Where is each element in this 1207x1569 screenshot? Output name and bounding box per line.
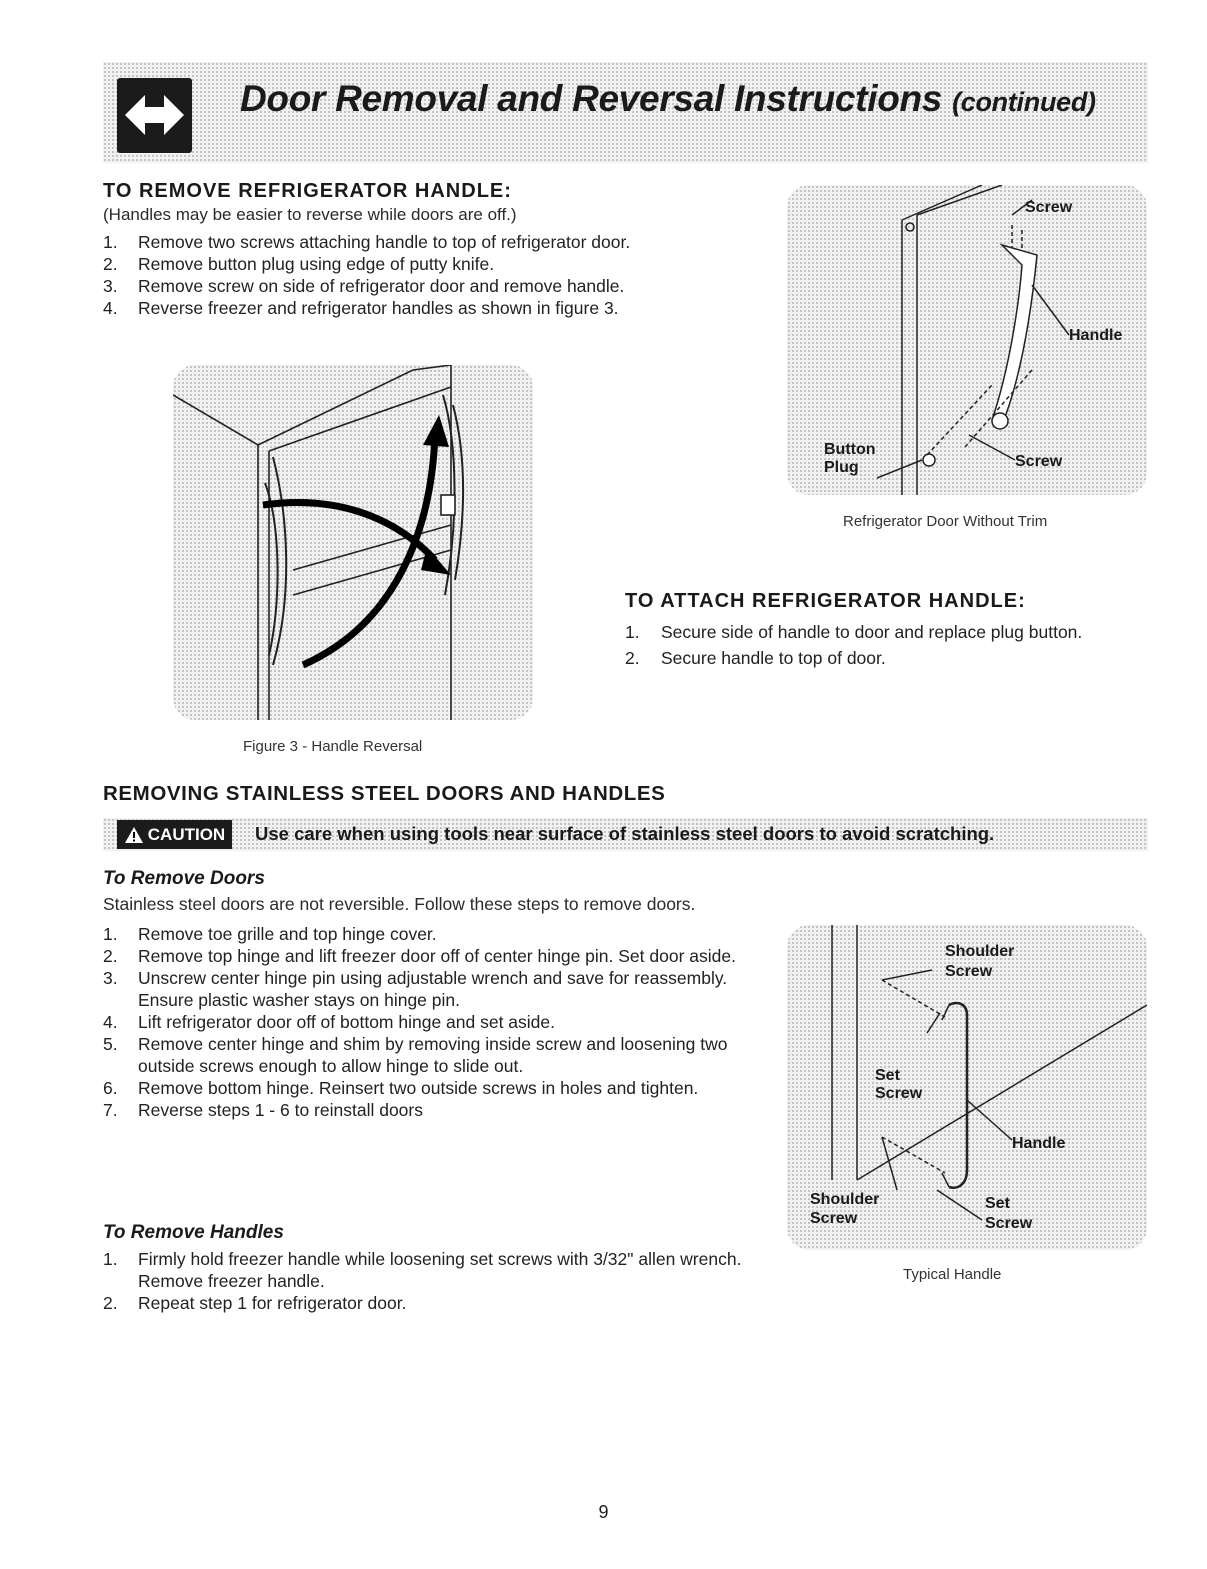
set-bottom-label: Set xyxy=(985,1195,1010,1212)
page-title xyxy=(240,78,1096,120)
list-item: 5. Remove center hinge and shim by removing inside screw and loosening two outside screws enough to allow hinge to slide out. xyxy=(103,1034,728,1076)
shoulder-top-label: Shoulder xyxy=(945,943,1015,960)
list-item: 3. Remove screw on side of refrigerator door and remove handle. xyxy=(103,276,625,296)
caution-badge xyxy=(117,820,232,849)
plug-label: Plug xyxy=(824,459,859,476)
list-item: 2. Secure handle to top of door. xyxy=(625,648,886,668)
remove-handle-note: (Handles may be easier to reverse while doors are off.) xyxy=(103,205,517,224)
screw-bottom-label: Screw xyxy=(810,1210,858,1227)
remove-handles-steps xyxy=(103,1248,768,1314)
screw-left-label: Screw xyxy=(875,1085,923,1102)
warning-triangle-icon xyxy=(124,826,144,844)
screw-top-label: Screw xyxy=(1025,199,1073,216)
attach-handle-section xyxy=(625,590,1145,669)
left-right-arrow-icon xyxy=(117,78,192,153)
remove-doors-section xyxy=(103,868,768,1121)
page-number: 9 xyxy=(598,1502,609,1522)
handle-reversal-illustration xyxy=(173,365,533,720)
page-title-continued: (continued) xyxy=(952,87,1096,117)
list-item: 1. Secure side of handle to door and replace plug button. xyxy=(625,622,1083,642)
stainless-heading: REMOVING STAINLESS STEEL DOORS AND HANDLES xyxy=(103,782,666,805)
stainless-section-heading-wrap xyxy=(103,782,665,806)
list-item: 4. Lift refrigerator door off of bottom hinge and set aside. xyxy=(103,1012,556,1032)
list-item: 1. Remove toe grille and top hinge cover. xyxy=(103,924,437,944)
screw-side-label: Screw xyxy=(1015,453,1063,470)
list-item: 3. Unscrew center hinge pin using adjustable wrench and save for reassembly. Ensure plastic washer stays on hinge pin. xyxy=(103,968,728,1010)
attach-handle-steps xyxy=(625,621,1145,669)
list-item: 1. Firmly hold freezer handle while loosening set screws with 3/32" allen wrench. Remove freezer handle. xyxy=(103,1249,742,1291)
shoulder-bottom-label: Shoulder xyxy=(810,1191,880,1208)
list-item: 4. Reverse freezer and refrigerator handles as shown in figure 3. xyxy=(103,298,619,318)
list-item: 2. Remove top hinge and lift freezer door off of center hinge pin. Set door aside. xyxy=(103,946,736,966)
handle-label: Handle xyxy=(1069,327,1123,344)
screw-top-label: Screw xyxy=(945,963,993,980)
typical-handle-caption: Typical Handle xyxy=(903,1266,1002,1283)
remove-handle-section xyxy=(103,180,743,319)
remove-doors-heading: To Remove Doors xyxy=(103,868,265,889)
typical-handle-illustration xyxy=(787,925,1147,1250)
handle-label: Handle xyxy=(1012,1135,1066,1152)
remove-handle-heading: TO REMOVE REFRIGERATOR HANDLE: xyxy=(103,180,512,202)
button-label: Button xyxy=(824,441,876,458)
set-left-label: Set xyxy=(875,1067,900,1084)
remove-doors-intro: Stainless steel doors are not reversible. Follow these steps to remove doors. xyxy=(103,894,696,914)
list-item: 1. Remove two screws attaching handle to top of refrigerator door. xyxy=(103,232,631,252)
remove-handles-heading: To Remove Handles xyxy=(103,1222,284,1243)
remove-doors-steps xyxy=(103,923,768,1121)
list-item: 2. Remove button plug using edge of putty knife. xyxy=(103,254,495,274)
figure3-caption: Figure 3 - Handle Reversal xyxy=(243,738,423,755)
list-item: 6. Remove bottom hinge. Reinsert two outside screws in holes and tighten. xyxy=(103,1078,699,1098)
door-figure-caption: Refrigerator Door Without Trim xyxy=(843,513,1048,530)
list-item: 7. Reverse steps 1 - 6 to reinstall doors xyxy=(103,1100,423,1120)
caution-label: CAUTION xyxy=(147,824,226,844)
caution-text: Use care when using tools near surface of stainless steel doors to avoid scratching. xyxy=(255,823,995,844)
list-item: 2. Repeat step 1 for refrigerator door. xyxy=(103,1293,407,1313)
attach-handle-heading: TO ATTACH REFRIGERATOR HANDLE: xyxy=(625,590,1026,612)
remove-handles-section xyxy=(103,1222,768,1314)
page-title-text: Door Removal and Reversal Instructions xyxy=(240,78,943,119)
screw-bottom-right-label: Screw xyxy=(985,1215,1033,1232)
remove-handle-steps xyxy=(103,231,743,319)
door-without-trim-illustration xyxy=(787,185,1147,495)
